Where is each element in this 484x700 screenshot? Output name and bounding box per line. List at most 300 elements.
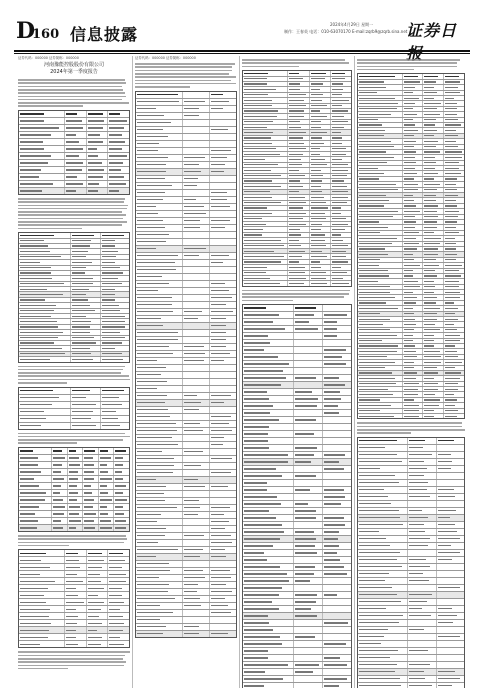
table-cell (294, 585, 323, 591)
table-cell (423, 220, 444, 224)
table-cell (323, 452, 351, 458)
table-row (136, 512, 236, 519)
table-cell (403, 188, 424, 192)
table-cell (243, 222, 288, 226)
table-cell (403, 128, 424, 132)
table-cell (423, 269, 444, 273)
table-cell (444, 349, 464, 353)
text-block (18, 433, 130, 444)
table-cell (331, 109, 351, 113)
table-cell (108, 578, 129, 584)
table-cell (65, 585, 87, 591)
table-cell (444, 107, 464, 111)
table-cell (444, 247, 464, 251)
table-cell (65, 550, 87, 556)
table-row (243, 438, 351, 445)
table-cell (444, 339, 464, 343)
table-cell (423, 387, 444, 391)
table-cell (19, 255, 71, 259)
table-cell (136, 295, 183, 301)
text-block (357, 59, 465, 70)
table-cell (294, 592, 323, 598)
table-cell (65, 146, 87, 152)
table-cell (437, 445, 464, 451)
table-cell (403, 231, 424, 235)
table-cell (183, 302, 210, 308)
table-row (136, 295, 236, 302)
table-cell (243, 480, 294, 486)
table-row (358, 655, 464, 662)
table-cell (310, 249, 331, 253)
table-cell (243, 125, 288, 129)
table-cell (331, 271, 351, 275)
table-cell (294, 452, 323, 458)
table-cell (136, 505, 183, 511)
table-row (136, 498, 236, 505)
table-cell (183, 505, 210, 511)
table-row (136, 288, 236, 295)
table-cell (358, 627, 408, 633)
table-cell (136, 309, 183, 315)
table-cell (71, 314, 100, 318)
table-cell (210, 309, 236, 315)
table-cell (243, 312, 294, 318)
table-cell (403, 328, 424, 332)
table-cell (358, 355, 403, 359)
table-cell (65, 160, 87, 166)
column-1 (18, 56, 130, 688)
table-cell (323, 634, 351, 640)
table-cell (19, 585, 65, 591)
table-cell (358, 215, 403, 219)
text-block (135, 63, 237, 88)
table-row (136, 120, 236, 127)
table-cell (101, 292, 129, 296)
table-cell (136, 183, 183, 189)
table-cell (294, 305, 323, 311)
table-cell (183, 239, 210, 245)
table-row (19, 504, 129, 511)
table-cell (19, 490, 52, 496)
header-rule-thin (14, 53, 470, 54)
table-cell (323, 557, 351, 563)
table-row (19, 455, 129, 462)
table-cell (19, 606, 65, 612)
company-name: 河南豫能控股股份有限公司 (43, 62, 104, 69)
table-cell (403, 107, 424, 111)
table-cell (99, 469, 115, 475)
table-cell (288, 104, 309, 108)
table-cell (183, 393, 210, 399)
table-cell (358, 339, 403, 343)
table-cell (210, 603, 236, 609)
table-cell (136, 323, 183, 329)
section-letter: D (16, 18, 36, 44)
table-cell (408, 578, 436, 584)
table-cell (243, 578, 294, 584)
table-cell (408, 634, 436, 640)
table-cell (288, 114, 309, 118)
text-line (18, 221, 127, 223)
table-cell (358, 452, 408, 458)
table-row (243, 515, 351, 522)
table-cell (136, 176, 183, 182)
table-cell (136, 428, 183, 434)
table-cell (183, 204, 210, 210)
table-row (136, 596, 236, 603)
table-cell (136, 232, 183, 238)
table-cell (210, 568, 236, 574)
table-cell (19, 578, 65, 584)
table-cell (71, 409, 100, 415)
table-cell (331, 238, 351, 242)
table-cell (310, 211, 331, 215)
table-cell (87, 571, 109, 577)
table-cell (19, 188, 65, 194)
table-row (19, 564, 129, 571)
table-cell (19, 613, 65, 619)
table-cell (210, 498, 236, 504)
table-row (19, 525, 129, 531)
table-cell (423, 198, 444, 202)
table-row (136, 99, 236, 106)
table-cell (310, 125, 331, 129)
table-cell (114, 483, 129, 489)
table-cell (403, 398, 424, 402)
table-cell (183, 386, 210, 392)
table-cell (108, 557, 129, 563)
table-cell (65, 571, 87, 577)
text-line (242, 62, 349, 64)
table-cell (403, 177, 424, 181)
nonrecurring-table (18, 232, 130, 362)
table-cell (136, 204, 183, 210)
table-cell (444, 317, 464, 321)
table-cell (101, 276, 129, 280)
table-cell (210, 561, 236, 567)
table-row (243, 557, 351, 564)
table-cell (87, 139, 109, 145)
table-cell (423, 414, 444, 418)
table-cell (408, 683, 436, 688)
table-row (136, 561, 236, 568)
table-cell (243, 152, 288, 156)
table-cell (210, 295, 236, 301)
table-row (19, 578, 129, 585)
table-cell (183, 295, 210, 301)
table-cell (183, 176, 210, 182)
table-cell (136, 120, 183, 126)
table-cell (403, 349, 424, 353)
table-cell (310, 238, 331, 242)
table-cell (437, 676, 464, 682)
table-cell (310, 174, 331, 178)
table-cell (444, 96, 464, 100)
table-cell (358, 182, 403, 186)
table-cell (19, 346, 71, 350)
table-cell (136, 190, 183, 196)
table-cell (243, 592, 294, 598)
text-line (357, 62, 457, 64)
table-row (136, 547, 236, 554)
table-row (358, 578, 464, 585)
table-cell (136, 316, 183, 322)
text-line (18, 86, 122, 88)
table-cell (444, 279, 464, 283)
table-row (243, 466, 351, 473)
table-cell (183, 442, 210, 448)
text-line (357, 69, 414, 71)
table-cell (243, 82, 288, 86)
table-cell (183, 512, 210, 518)
table-cell (423, 91, 444, 95)
table-cell (136, 379, 183, 385)
table-cell (323, 669, 351, 675)
table-cell (52, 462, 68, 468)
table-cell (310, 157, 331, 161)
table-cell (210, 463, 236, 469)
table-cell (243, 195, 288, 199)
table-cell (83, 462, 99, 468)
table-cell (108, 153, 129, 159)
table-cell (331, 249, 351, 253)
parent-income-table (357, 437, 465, 688)
table-cell (243, 147, 288, 151)
table-cell (403, 317, 424, 321)
table-cell (294, 571, 323, 577)
table-cell (437, 550, 464, 556)
stock-code-line: 证券代码：000000 证券简称：000000 (18, 56, 79, 60)
text-line (18, 651, 130, 653)
table-cell (210, 92, 236, 98)
table-cell (358, 445, 408, 451)
masthead (14, 14, 470, 48)
table-cell (19, 118, 65, 124)
table-cell (437, 585, 464, 591)
table-cell (19, 634, 65, 640)
table-cell (243, 179, 288, 183)
table-cell (437, 466, 464, 472)
table-cell (99, 490, 115, 496)
table-cell (83, 504, 99, 510)
table-cell (294, 508, 323, 514)
table-cell (183, 183, 210, 189)
table-cell (19, 525, 52, 531)
table-cell (358, 641, 408, 647)
table-cell (136, 533, 183, 539)
table-row (19, 188, 129, 194)
table-cell (19, 160, 65, 166)
table-cell (210, 211, 236, 217)
table-cell (358, 134, 403, 138)
table-cell (444, 188, 464, 192)
table-cell (323, 613, 351, 619)
text-block (242, 59, 352, 67)
table-cell (136, 484, 183, 490)
table-cell (243, 396, 294, 402)
table-cell (408, 515, 436, 521)
table-cell (243, 599, 294, 605)
table-cell (323, 403, 351, 409)
table-cell (288, 141, 309, 145)
table-cell (108, 613, 129, 619)
table-cell (294, 557, 323, 563)
table-cell (294, 641, 323, 647)
table-cell (108, 181, 129, 187)
table-cell (358, 128, 403, 132)
table-cell (358, 258, 403, 262)
table-cell (358, 242, 403, 246)
table-cell (210, 421, 236, 427)
table-cell (403, 247, 424, 251)
table-cell (358, 166, 403, 170)
table-row (136, 232, 236, 239)
table-cell (19, 476, 52, 482)
table-cell (358, 501, 408, 507)
table-cell (331, 141, 351, 145)
table-cell (19, 266, 71, 270)
table-cell (183, 624, 210, 630)
table-cell (294, 438, 323, 444)
table-cell (108, 111, 129, 117)
table-cell (183, 470, 210, 476)
table-cell (243, 136, 288, 140)
table-cell (294, 410, 323, 416)
table-cell (52, 448, 68, 454)
table-cell (358, 376, 403, 380)
table-cell (423, 139, 444, 143)
table-cell (437, 571, 464, 577)
table-cell (114, 490, 129, 496)
table-cell (437, 515, 464, 521)
table-cell (444, 155, 464, 159)
table-cell (210, 316, 236, 322)
table-row (136, 442, 236, 449)
table-cell (19, 111, 65, 117)
table-cell (71, 260, 100, 264)
table-cell (99, 455, 115, 461)
text-line (242, 59, 345, 61)
table-cell (423, 155, 444, 159)
table-cell (136, 106, 183, 112)
table-cell (444, 193, 464, 197)
table-cell (444, 376, 464, 380)
table-cell (136, 435, 183, 441)
table-row (243, 627, 351, 634)
table-row (19, 125, 129, 132)
table-cell (243, 655, 294, 661)
section-title: 信息披露 (70, 25, 139, 44)
column-4 (357, 56, 465, 688)
table-cell (437, 557, 464, 563)
table-cell (403, 242, 424, 246)
cash-flow-table (242, 304, 352, 688)
text-line (18, 105, 83, 107)
table-row (19, 388, 129, 395)
table-row (243, 648, 351, 655)
table-cell (183, 575, 210, 581)
table-cell (183, 99, 210, 105)
table-cell (331, 265, 351, 269)
table-row (136, 568, 236, 575)
table-cell (243, 403, 294, 409)
table-cell (136, 393, 183, 399)
table-row (358, 536, 464, 543)
table-row (136, 407, 236, 414)
intro-text (18, 79, 130, 107)
table-cell (323, 592, 351, 598)
table-cell (423, 242, 444, 246)
table-cell (183, 617, 210, 623)
table-cell (444, 182, 464, 186)
text-block (18, 535, 130, 546)
table-cell (423, 366, 444, 370)
table-row (136, 449, 236, 456)
table-cell (323, 676, 351, 682)
table-row (358, 543, 464, 550)
table-cell (52, 483, 68, 489)
table-cell (358, 328, 403, 332)
table-cell (136, 288, 183, 294)
table-row (19, 111, 129, 118)
table-cell (136, 351, 183, 357)
table-cell (243, 501, 294, 507)
table-cell (87, 613, 109, 619)
table-cell (358, 204, 403, 208)
table-cell (83, 511, 99, 517)
table-cell (358, 571, 408, 577)
text-line (18, 436, 130, 438)
table-cell (101, 341, 129, 345)
table-cell (408, 522, 436, 528)
table-cell (403, 252, 424, 256)
text-line (18, 92, 125, 94)
table-cell (71, 357, 100, 361)
table-cell (210, 127, 236, 133)
table-cell (323, 354, 351, 360)
table-cell (183, 379, 210, 385)
table-cell (444, 123, 464, 127)
table-cell (68, 525, 84, 531)
table-row (136, 253, 236, 260)
table-cell (136, 113, 183, 119)
table-cell (288, 82, 309, 86)
table-row (243, 452, 351, 459)
table-cell (423, 349, 444, 353)
table-cell (136, 456, 183, 462)
table-cell (52, 490, 68, 496)
table-cell (331, 222, 351, 226)
issue-date: 2024年4月29日 星期一 (330, 22, 374, 27)
table-cell (423, 247, 444, 251)
table-cell (331, 152, 351, 156)
text-line (18, 668, 68, 670)
table-cell (136, 211, 183, 217)
table-cell (423, 161, 444, 165)
table-cell (358, 466, 408, 472)
table-cell (294, 683, 323, 688)
table-row (136, 435, 236, 442)
table-cell (288, 206, 309, 210)
table-cell (87, 627, 109, 633)
table-cell (423, 258, 444, 262)
table-row (243, 319, 351, 326)
table-cell (294, 473, 323, 479)
table-row (243, 431, 351, 438)
table-cell (444, 252, 464, 256)
table-cell (310, 120, 331, 124)
table-cell (403, 382, 424, 386)
